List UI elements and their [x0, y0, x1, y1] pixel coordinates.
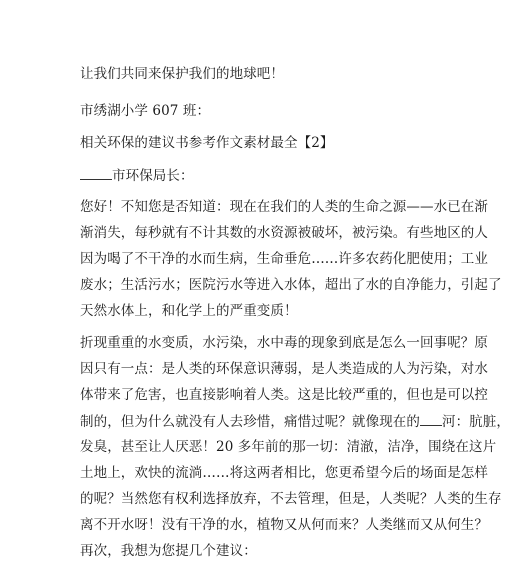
- paragraph2-line-4-start: 制的，但为什么就没有人去珍惜，痛惜过呢？就像现在的: [80, 414, 420, 430]
- section-title: 相关环保的建议书参考作文素材最全【2】: [80, 135, 334, 151]
- paragraph1-line-4: 废水；生活污水；医院污水等进入水体，超出了水的自净能力，引起了: [80, 277, 502, 293]
- paragraph2-line-4: [80, 413, 510, 430]
- paragraph1-line-3: 因为喝了不干净的水而生病，生命垂危……许多农药化肥使用；工业: [80, 251, 488, 267]
- paragraph1-line-5: 天然水体上，和化学上的严重变质！: [80, 303, 298, 319]
- paragraph2-line-1: 折现重重的水变质，水污染，水中毒的现象到底是怎么一回事呢？原: [80, 335, 488, 351]
- paragraph2-line-3: 体带来了危害，也直接影响着人类。这是比较严重的，但也是可以控: [80, 387, 488, 403]
- recipient-blank: [80, 167, 112, 180]
- river-name-blank: [420, 413, 442, 426]
- paragraph2-line-7: 的呢？当然您有权利选择放弃，不去管理，但是，人类呢？人类的生存: [80, 491, 502, 507]
- slogan-line: 让我们共同来保护我们的地球吧！: [80, 66, 284, 82]
- paragraph2-line-5: 发臭，甚至让人厌恶！20 多年前的那一切：清澈，洁净，围绕在这片: [80, 439, 497, 455]
- paragraph1-line-2: 渐消失，每秒就有不计其数的水资源被破坏，被污染。有些地区的人: [80, 225, 488, 241]
- paragraph2-line-4-end: 河：肮脏，: [442, 414, 510, 430]
- recipient-text: 市环保局长：: [112, 168, 194, 184]
- paragraph2-line-2: 因只有一点：是人类的环保意识薄弱，是人类造成的人为污染，对水: [80, 361, 488, 377]
- paragraph1-line-1: 您好！不知您是否知道：现在在我们的人类的生命之源——水已在渐: [80, 199, 488, 215]
- class-name-line: 市绣湖小学 607 班：: [80, 103, 211, 119]
- paragraph2-line-8: 离不开水呀！没有干净的水，植物又从何而来？人类继而又从何生？: [80, 517, 488, 533]
- recipient-line: [80, 167, 194, 184]
- paragraph2-line-6: 土地上，欢快的流淌……将这两者相比，您更希望今后的场面是怎样: [80, 465, 488, 481]
- paragraph2-line-9: 再次，我想为您提几个建议：: [80, 543, 257, 559]
